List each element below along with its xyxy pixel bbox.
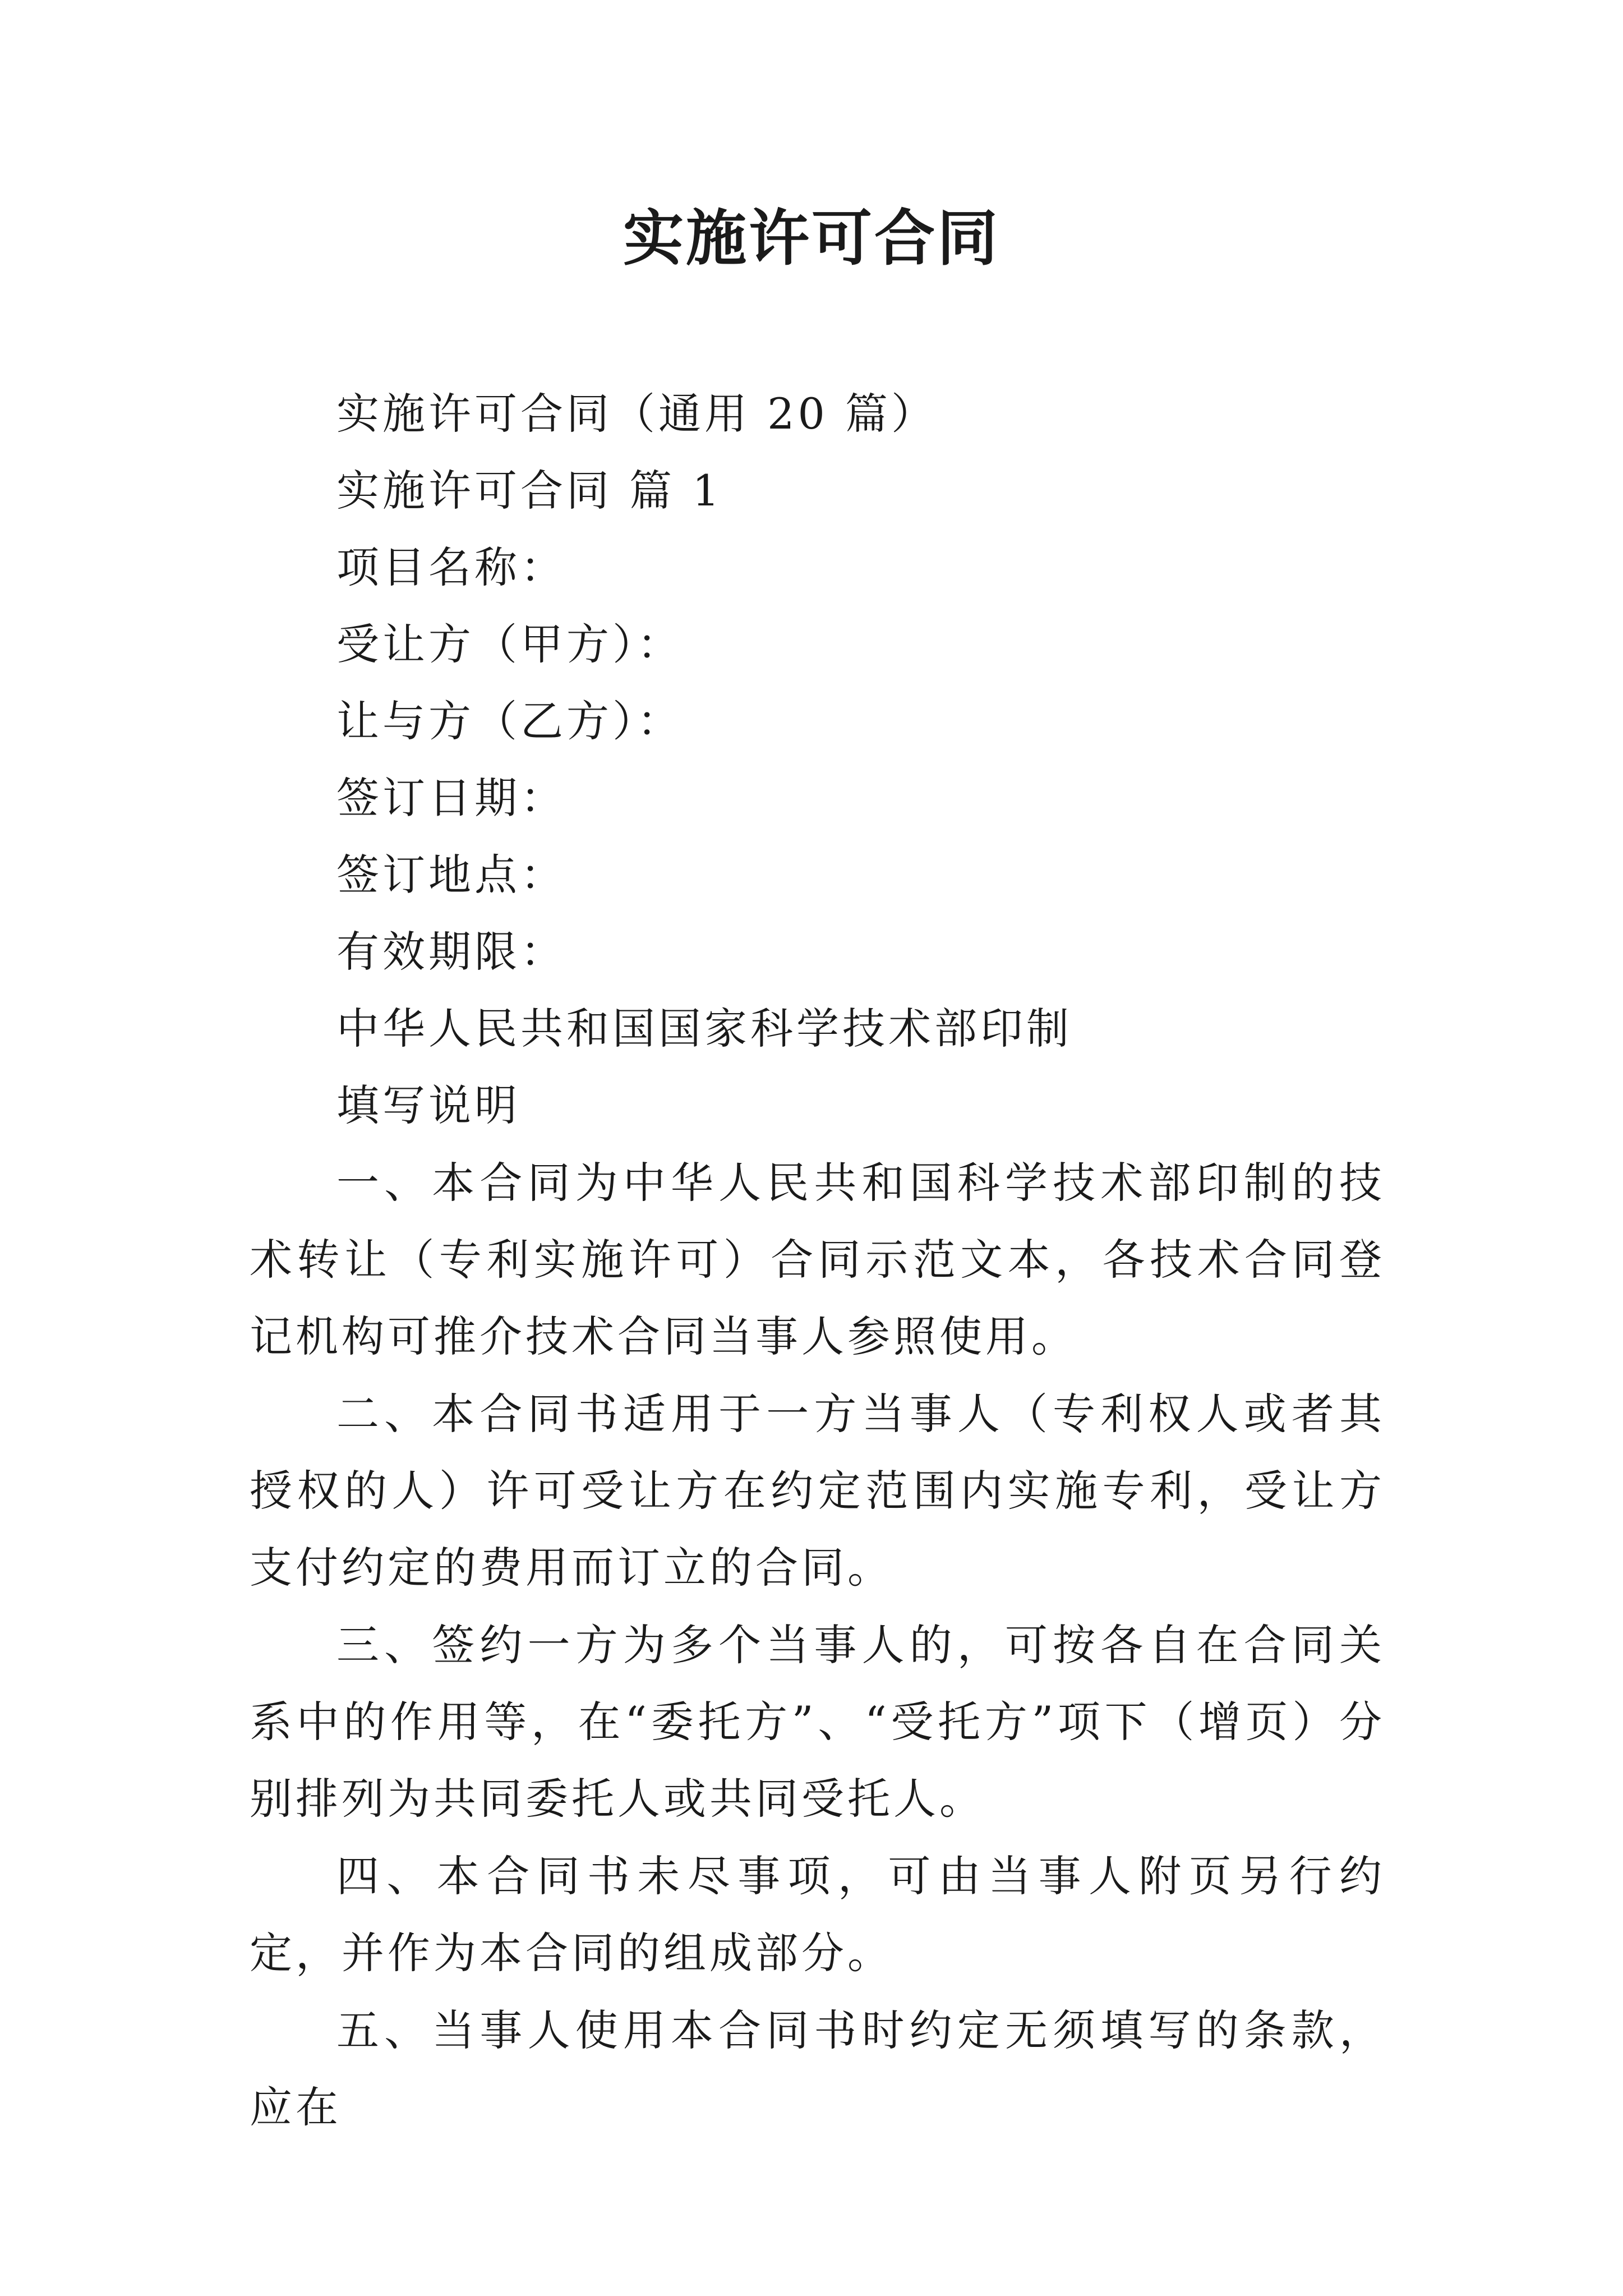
instruction-paragraph-1: 一、本合同为中华人民共和国科学技术部印制的技术转让（专利实施许可）合同示范文本，各技术合同登记机构可推介技术合同当事人参照使用。	[250, 1158, 1385, 1361]
document-title: 实施许可合同	[623, 203, 1000, 274]
field-sign-place: 签订地点：	[336, 850, 566, 900]
field-licensor: 让与方（乙方）：	[336, 696, 683, 746]
instruction-paragraph-2: 二、本合同书适用于一方当事人（专利权人或者其授权的人）许可受让方在约定范围内实施专利，受让方支付约定的费用而订立的合同。	[250, 1389, 1385, 1593]
instruction-paragraph-5: 五、当事人使用本合同书时约定无须填写的条款，应在	[250, 2005, 1385, 2132]
instructions-heading: 填写说明	[336, 1080, 520, 1130]
publisher-line: 中华人民共和国国家科学技术部印制	[336, 1004, 1072, 1053]
field-validity: 有效期限：	[336, 927, 566, 977]
instruction-paragraph-3: 三、签约一方为多个当事人的，可按各自在合同关系中的作用等，在“委托方”、“受托方”项下（增页）分别排列为共同委托人或共同受托人。	[250, 1620, 1385, 1824]
instruction-paragraph-4: 四、本合同书未尽事项，可由当事人附页另行约定，并作为本合同的组成部分。	[250, 1851, 1385, 1978]
field-sign-date: 签订日期：	[336, 773, 566, 823]
field-project-name: 项目名称：	[336, 542, 566, 592]
document-subtitle: 实施许可合同（通用 20 篇）	[336, 389, 938, 439]
field-licensee: 受让方（甲方）：	[336, 619, 683, 669]
section-heading: 实施许可合同 篇 1	[336, 466, 723, 516]
